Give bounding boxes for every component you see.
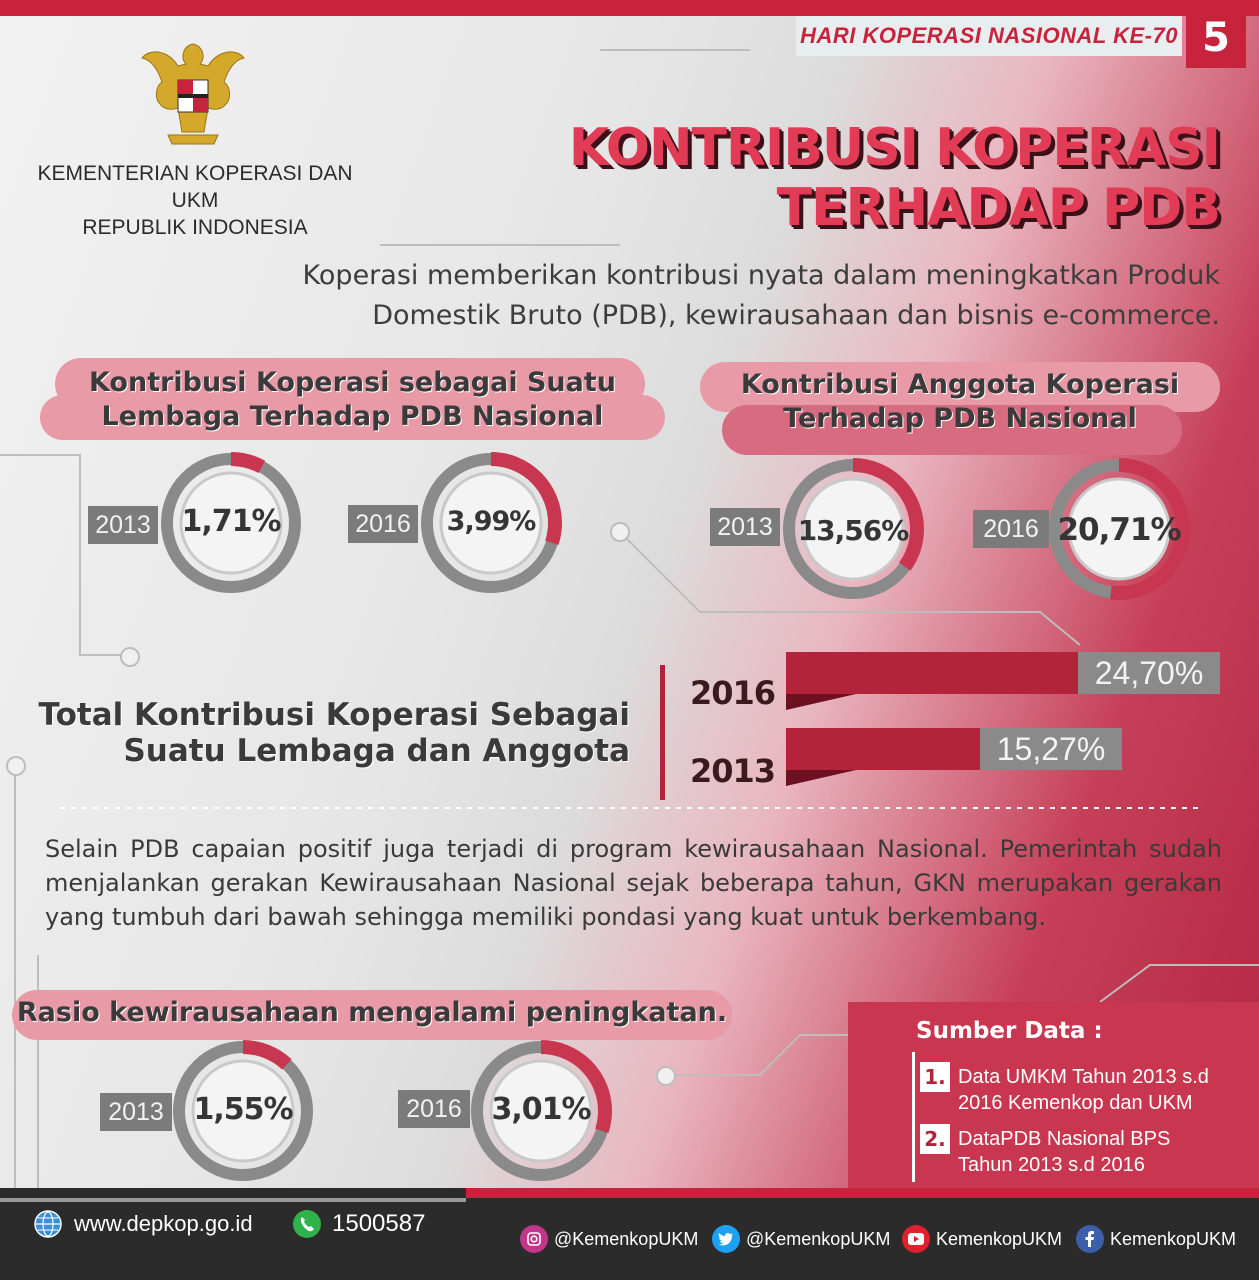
total-year-2016: 2016 — [690, 674, 776, 712]
lembaga-donut-2016 — [420, 452, 562, 598]
footer-youtube[interactable] — [902, 1225, 1062, 1253]
intro-line1: Koperasi memberikan kontribusi nyata dalam meningkatkan Produk — [302, 260, 1220, 291]
anggota-year-2013: 2013 — [710, 508, 780, 546]
title-line2: TERHADAP PDB — [776, 178, 1220, 238]
lembaga-year-2013: 2013 — [88, 506, 158, 544]
intro-line2: Domestik Bruto (PDB), kewirausahaan dan bisnis e-commerce. — [372, 300, 1220, 331]
top-accent-bar — [0, 0, 1259, 16]
ministry-line1: KEMENTERIAN KOPERASI DAN UKM — [37, 162, 353, 212]
connector-dot — [656, 1066, 676, 1086]
anggota-year-2016: 2016 — [973, 510, 1049, 548]
lembaga-donut-2013 — [160, 452, 302, 598]
section-anggota-title-line1: Kontribusi Anggota Koperasi — [740, 369, 1180, 400]
total-bar-fold-2013 — [786, 770, 866, 790]
connector-dot — [120, 647, 140, 667]
rasio-year-2013: 2013 — [100, 1093, 172, 1131]
footer-website[interactable] — [34, 1210, 253, 1238]
sources-panel — [848, 1002, 1259, 1188]
title-line1: KONTRIBUSI KOPERASI — [568, 118, 1220, 178]
ministry-line2: REPUBLIK INDONESIA — [82, 216, 308, 239]
section-lembaga-title-line1: Kontribusi Koperasi sebagai Suatu — [88, 367, 616, 398]
section-rasio-title: Rasio kewirausahaan mengalami peningkatan. — [16, 997, 728, 1028]
total-value-2013: 15,27% — [980, 728, 1122, 770]
total-title-line2: Suatu Lembaga dan Anggota — [123, 733, 630, 769]
rasio-value-2016: 3,01% — [491, 1092, 591, 1127]
intro-text — [140, 256, 1220, 336]
lembaga-year-2016: 2016 — [348, 505, 418, 543]
facebook-icon — [1076, 1225, 1104, 1253]
section-anggota-title-line2: Terhadap PDB Nasional — [783, 403, 1137, 434]
globe-icon — [34, 1210, 62, 1238]
total-title-line1: Total Kontribusi Koperasi Sebagai — [38, 697, 630, 733]
twitter-icon — [712, 1225, 740, 1253]
connector-dot — [6, 756, 26, 776]
source-number-2: 2. — [920, 1124, 950, 1154]
total-title — [30, 697, 630, 769]
total-divider — [660, 665, 665, 800]
youtube-handle: KemenkopUKM — [936, 1228, 1063, 1249]
section-lembaga-title-line2: Lembaga Terhadap PDB Nasional — [101, 401, 604, 432]
footer-twitter[interactable] — [712, 1225, 890, 1253]
total-bar-fold-2016 — [786, 694, 866, 714]
anggota-value-2016: 20,71% — [1057, 512, 1181, 548]
rasio-value-2013: 1,55% — [193, 1092, 293, 1127]
phone-icon — [292, 1209, 322, 1239]
source-item-1 — [958, 1064, 1209, 1116]
total-bar-row-2016 — [690, 652, 1220, 712]
event-label: HARI KOPERASI NASIONAL KE-70 — [796, 16, 1182, 56]
source-2-line1: DataPDB Nasional BPS — [958, 1128, 1171, 1150]
website-text: www.depkop.go.id — [74, 1211, 253, 1236]
total-bar-row-2013 — [690, 728, 1220, 788]
sources-title: Sumber Data : — [916, 1018, 1103, 1044]
instagram-icon — [520, 1225, 548, 1253]
source-1-line2: 2016 Kemenkop dan UKM — [958, 1092, 1193, 1114]
section-lembaga-title — [40, 366, 665, 434]
ministry-name — [20, 160, 370, 241]
connector-dot — [610, 522, 630, 542]
phone-text: 1500587 — [332, 1210, 426, 1237]
rasio-year-2016: 2016 — [398, 1090, 470, 1128]
total-year-2013: 2013 — [690, 752, 776, 790]
footer-instagram[interactable] — [520, 1225, 698, 1253]
facebook-handle: KemenkopUKM — [1110, 1228, 1237, 1249]
source-2-line2: Tahun 2013 s.d 2016 — [958, 1154, 1145, 1176]
anggota-donut-2016 — [1048, 458, 1190, 604]
anggota-donut-2013 — [782, 458, 924, 604]
lembaga-value-2013: 1,71% — [181, 504, 281, 539]
anggota-value-2013: 13,56% — [797, 514, 909, 547]
section-anggota-title — [700, 368, 1220, 436]
rasio-donut-2013 — [172, 1040, 314, 1186]
garuda-emblem-icon — [138, 40, 248, 155]
gkn-paragraph: Selain PDB capaian positif juga terjadi di program kewirausahaan Nasional. Pemerintah sudah menjalankan gerakan Kewirausahaan Nasional sejak beberapa tahun, GKN merupakan gerakan yang tumbuh dari bawah sehingga memiliki pondasi yang kuat untuk berkembang. — [45, 835, 1222, 931]
source-number-1: 1. — [920, 1062, 950, 1092]
instagram-handle: @KemenkopUKM — [554, 1228, 699, 1249]
page-number: 5 — [1186, 8, 1246, 68]
total-value-2016: 24,70% — [1078, 652, 1220, 694]
footer-phone[interactable] — [292, 1209, 425, 1239]
source-1-line1: Data UMKM Tahun 2013 s.d — [958, 1066, 1209, 1088]
source-item-2 — [958, 1126, 1170, 1178]
footer-accent — [466, 1188, 1259, 1198]
sources-divider — [912, 1052, 915, 1182]
footer-facebook[interactable] — [1076, 1225, 1236, 1253]
page-title — [560, 118, 1220, 238]
rasio-donut-2016 — [470, 1040, 612, 1186]
youtube-icon — [902, 1225, 930, 1253]
lembaga-value-2016: 3,99% — [446, 506, 536, 537]
twitter-handle: @KemenkopUKM — [746, 1228, 891, 1249]
footer-line — [0, 1198, 466, 1202]
